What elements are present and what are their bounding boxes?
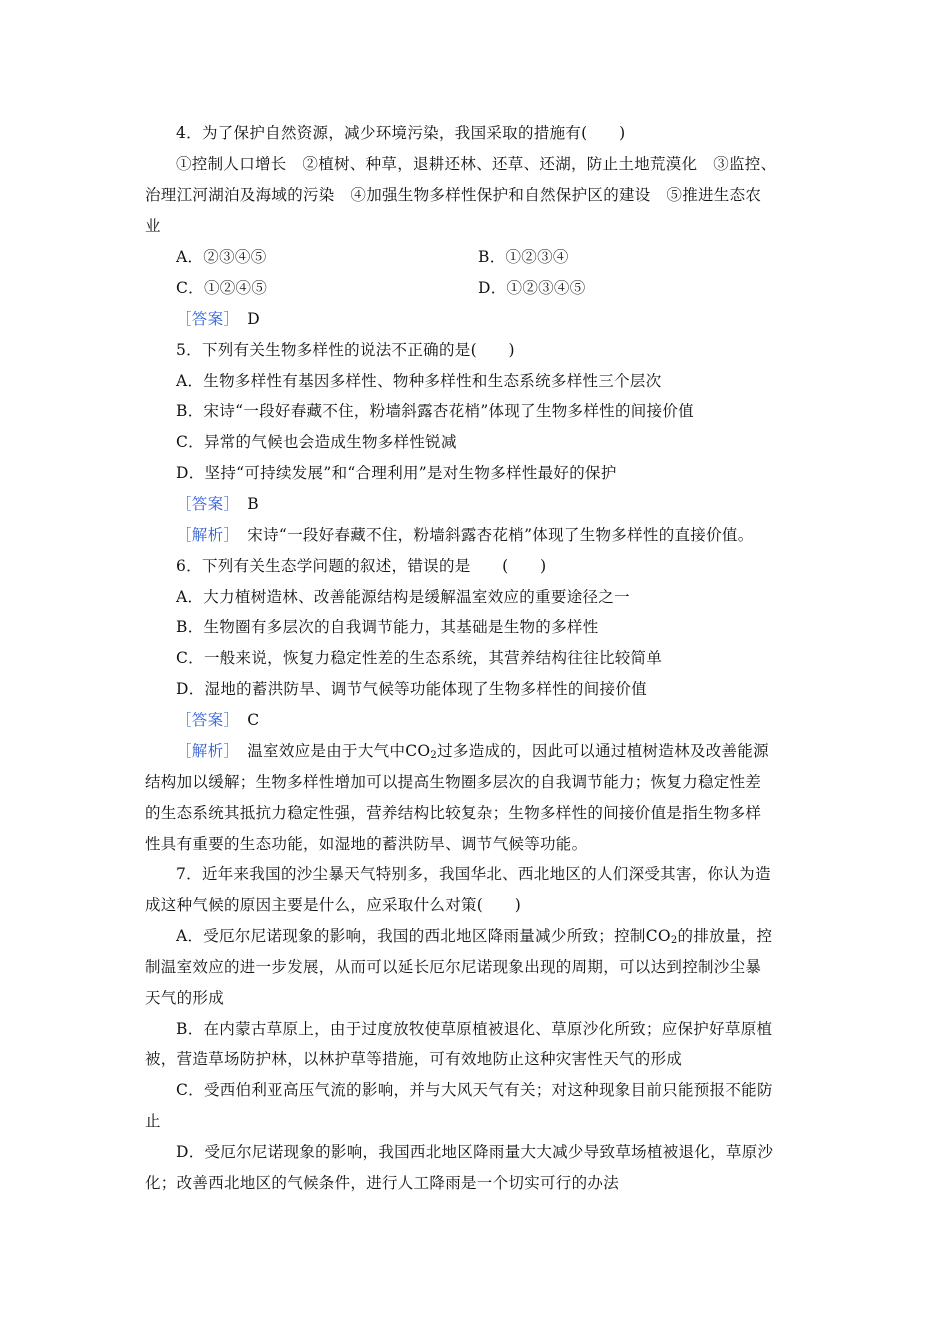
q4-option-c: C．①②④⑤: [176, 279, 268, 297]
q7-option-a-line-3: 天气的形成: [145, 989, 225, 1007]
q7-option-b-line-1: B．在内蒙古草原上，由于过度放牧使草原植被退化、草原沙化所致；应保护好草原植: [176, 1020, 773, 1038]
q5-option-d: D．坚持“可持续发展”和“合理利用”是对生物多样性最好的保护: [176, 464, 617, 482]
q7-option-c-line-1: C．受西伯利亚高压气流的影响，并与大风天气有关；对这种现象目前只能预报不能防: [176, 1081, 773, 1099]
analysis-text: 宋诗“一段好春藏不住，粉墙斜露杏花梢”体现了生物多样性的直接价值。: [231, 526, 754, 544]
analysis-tag: ［解析］: [176, 526, 232, 544]
q6-analysis-line-3: 的生态系统其抵抗力稳定性强，营养结构比较复杂；生物多样性的间接价值是指生物多样: [145, 804, 762, 822]
q5-analysis: [176, 525, 754, 545]
q6-option-a: A．大力植树造林、改善能源结构是缓解温室效应的重要途径之一: [176, 588, 630, 606]
q6-stem: 6．下列有关生态学问题的叙述，错误的是 ( ): [176, 557, 547, 575]
answer-value: D: [231, 310, 260, 328]
option-text: A．受厄尔尼诺现象的影响，我国的西北地区降雨量减少所致；控制CO: [176, 927, 671, 945]
q7-stem-line-2: 成这种气候的原因主要是什么，应采取什么对策( ): [145, 896, 522, 914]
q6-analysis-line-1: [176, 741, 769, 761]
answer-tag: ［答案］: [176, 711, 232, 729]
q5-answer: [176, 494, 259, 514]
q7-option-a-line-2: 制温室效应的进一步发展，从而可以延长厄尔尼诺现象出现的周期，可以达到控制沙尘暴: [145, 958, 762, 976]
answer-tag: ［答案］: [176, 495, 232, 513]
subscript-2: 2: [430, 750, 438, 761]
q4-answer: [176, 309, 260, 329]
q5-option-b: B．宋诗“一段好春藏不住，粉墙斜露杏花梢”体现了生物多样性的间接价值: [176, 402, 694, 420]
q7-option-a-line-1: [176, 926, 772, 946]
q6-analysis-line-4: 性具有重要的生态功能，如湿地的蓄洪防旱、调节气候等功能。: [145, 835, 588, 853]
analysis-text-cont: 过多造成的，因此可以通过植树造林及改善能源: [437, 742, 769, 760]
q5-stem: 5．下列有关生物多样性的说法不正确的是( ): [176, 341, 515, 359]
answer-tag: ［答案］: [176, 310, 232, 328]
analysis-text: 温室效应是由于大气中CO: [231, 742, 431, 760]
q4-option-b: B．①②③④: [478, 248, 569, 266]
q5-option-c: C．异常的气候也会造成生物多样性锐减: [176, 433, 457, 451]
q7-option-d-line-2: 化；改善西北地区的气候条件，进行人工降雨是一个切实可行的办法: [145, 1174, 620, 1192]
q4-option-a: A．②③④⑤: [176, 248, 267, 266]
q7-stem-line-1: 7．近年来我国的沙尘暴天气特别多，我国华北、西北地区的人们深受其害，你认为造: [176, 865, 771, 883]
q7-option-b-line-2: 被，营造草场防护林，以林护草等措施，可有效地防止这种灾害性天气的形成: [145, 1050, 683, 1068]
q6-option-d: D．湿地的蓄洪防旱、调节气候等功能体现了生物多样性的间接价值: [176, 680, 647, 698]
answer-value: C: [231, 711, 260, 729]
q6-option-c: C．一般来说，恢复力稳定性差的生态系统，其营养结构往往比较简单: [176, 649, 663, 667]
q6-option-b: B．生物圈有多层次的自我调节能力，其基础是生物的多样性: [176, 618, 599, 636]
q4-items-line-3: 业: [145, 217, 161, 235]
subscript-2: 2: [670, 935, 678, 946]
q7-option-c-line-2: 止: [145, 1112, 161, 1130]
q6-analysis-line-2: 结构加以缓解；生物多样性增加可以提高生物圈多层次的自我调节能力；恢复力稳定性差: [145, 773, 762, 791]
q7-option-d-line-1: D．受厄尔尼诺现象的影响，我国西北地区降雨量大大减少导致草场植被退化，草原沙: [176, 1143, 774, 1161]
answer-value: B: [231, 495, 259, 513]
q4-stem: 4．为了保护自然资源，减少环境污染，我国采取的措施有( ): [176, 124, 626, 142]
q5-option-a: A．生物多样性有基因多样性、物种多样性和生态系统多样性三个层次: [176, 372, 662, 390]
q4-option-d: D．①②③④⑤: [478, 279, 586, 297]
q4-items-line-1: ①控制人口增长 ②植树、种草，退耕还林、还草、还湖，防止土地荒漠化 ③监控、: [176, 155, 777, 173]
analysis-tag: ［解析］: [176, 742, 232, 760]
option-text-cont: 的排放量，控: [677, 927, 773, 945]
q4-items-line-2: 治理江河湖泊及海域的污染 ④加强生物多样性保护和自然保护区的建设 ⑤推进生态农: [145, 186, 762, 204]
q6-answer: [176, 710, 259, 730]
